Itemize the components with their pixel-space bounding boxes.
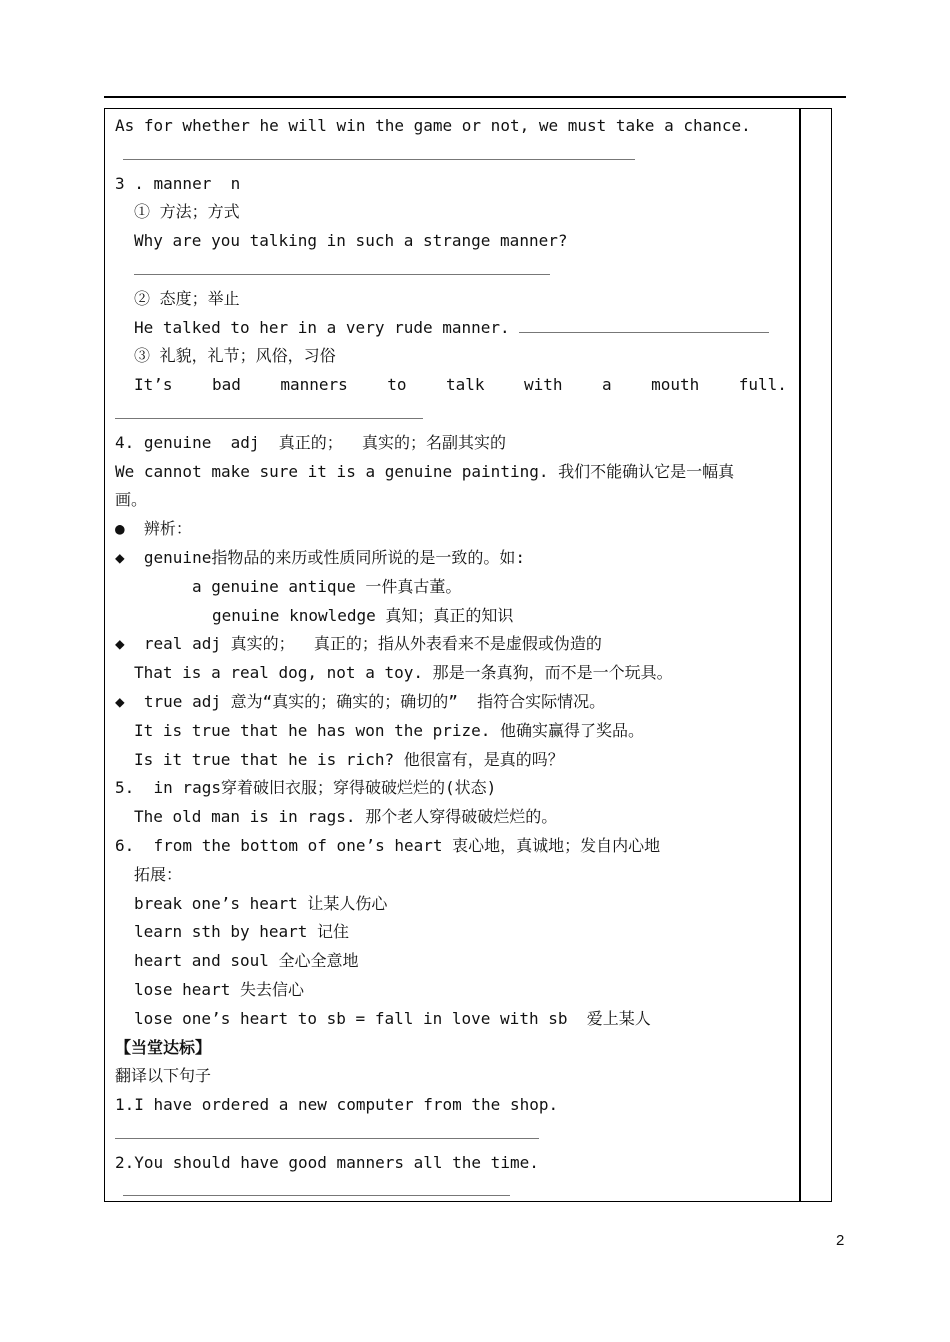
exercise-sentence-1: 1.I have ordered a new computer from the shop. [115,1095,559,1115]
example-sentence-with-blank [115,314,795,343]
answer-blank-line[interactable] [115,1120,795,1149]
example-sentence-continued: 画。 [115,490,148,510]
phrase-item: lose heart 失去信心 [134,979,304,999]
phrase-item: heart and soul 全心全意地 [134,951,359,971]
word: talk [446,375,485,395]
phrase-item: break one’s heart 让某人伤心 [134,893,388,913]
exercise-instruction: 翻译以下句子 [115,1066,212,1086]
word: bad [212,375,241,395]
page-number: 2 [836,1232,845,1249]
answer-blank[interactable] [519,316,769,333]
example-sentence: As for whether he will win the game or not, we must take a chance. [115,116,751,135]
example-sentence: It is true that he has won the prize. 他确实赢得了奖品。 [134,720,645,740]
example-sentence: Why are you talking in such a strange manner? [134,231,568,251]
meaning-item: ② 态度；举止 [134,288,240,308]
example-sentence-text: He talked to her in a very rude manner. [134,317,520,337]
meaning-item: ① 方法；方式 [134,202,240,222]
answer-blank-line[interactable] [115,256,795,285]
answer-blank-line[interactable] [115,1177,795,1206]
vocab-heading-genuine: 4. genuine adj 真正的； 真实的；名副其实的 [115,432,507,452]
exercise-sentence-2: 2.You should have good manners all the time. [115,1152,539,1172]
header-rule [104,96,846,98]
word: with [524,375,563,395]
vocab-heading-in-rags: 5. in rags穿着破旧衣服；穿得破破烂烂的(状态) [115,778,497,798]
analysis-item-real: ◆ real adj 真实的； 真正的；指从外表看来不是虚假或伪造的 [115,634,602,654]
word: full. [738,375,787,395]
vocab-heading-from-the-bottom: 6. from the bottom of one’s heart 衷心地，真诚地；发自内心地 [115,835,661,855]
word: to [387,375,407,395]
analysis-item-genuine: ◆ genuine指物品的来历或性质同所说的是一致的。如: [115,547,525,567]
section-heading-in-class-practice: 【当堂达标】 [115,1037,212,1057]
word: It’s [134,375,173,395]
word: manners [280,375,348,395]
answer-blank-line[interactable] [115,141,795,170]
analysis-heading: ● 辨析： [115,519,192,539]
example-phrase: a genuine antique 一件真古董。 [192,576,462,596]
vocab-heading-manner: 3 . manner n [115,173,241,193]
analysis-item-true: ◆ true adj 意为“真实的；确实的；确切的” 指符合实际情况。 [115,691,606,711]
table-column-divider [799,108,801,1202]
example-sentence: The old man is in rags. 那个老人穿得破破烂烂的。 [134,807,558,827]
word: mouth [651,375,700,395]
phrase-item: lose one’s heart to sb = fall in love with sb 爱上某人 [134,1008,651,1028]
phrase-item: learn sth by heart 记住 [134,922,350,942]
answer-blank-line[interactable] [115,400,795,429]
word: a [602,375,612,395]
example-sentence-justified [115,371,787,400]
example-sentence: That is a real dog, not a toy. 那是一条真狗，而不是一个玩具。 [134,663,673,683]
example-phrase: genuine knowledge 真知；真正的知识 [212,605,514,625]
example-sentence: Is it true that he is rich? 他很富有，是真的吗？ [134,749,564,769]
document-body [115,112,795,1206]
extension-heading: 拓展： [134,864,183,884]
meaning-item: ③ 礼貌，礼节；风俗，习俗 [134,346,336,366]
example-sentence: We cannot make sure it is a genuine painting. 我们不能确认它是一幅真 [115,461,735,481]
